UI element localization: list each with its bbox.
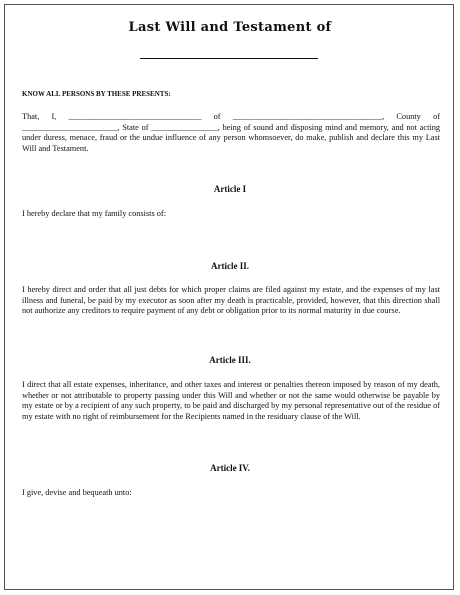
document-title: Last Will and Testament of [128,20,332,35]
article-4-title: Article IV. [210,463,250,473]
article-4-text: I give, devise and bequeath unto: [22,488,132,497]
presents-heading: KNOW ALL PERSONS BY THESE PRESENTS: [22,90,171,98]
article-1-text: I hereby declare that my family consists of: [22,209,166,218]
article-3-text: I direct that all estate expenses, inheritance, and other taxes and interest or penalties thereon imposed by reason of my death, whether or not attributable to property passing under this Will and whether or not the same would otherwise be payable by my estate or by a recipient of any such property, to be paid and discharged by my personal representative out of the residue of my estate with no right of reimbursement for the Recipients named in the residuary clause of the Will. [22,380,440,422]
testator-name-line [140,58,318,59]
article-1-title: Article I [213,184,247,194]
article-3-title: Article III. [209,355,251,365]
article-2-title: Article II. [211,261,249,271]
intro-paragraph: That, I, ________________________________ of ____________________________________, County of _______________________, State of ________________, being of sound and disposing mind and memory, and not acting under duress, menace, fraud or the undue influence of any person whomsoever, do make, publish and declare this my Last Will and Testament. [22,112,440,154]
article-2-text: I hereby direct and order that all just debts for which proper claims are filed against my estate, and the expenses of my last illness and funeral, be paid by my executor as soon after my death is practicable, provided, however, that this direction shall not authorize any creditors to require payment of any debt or obligation prior to its normal maturity in due course. [22,285,440,316]
